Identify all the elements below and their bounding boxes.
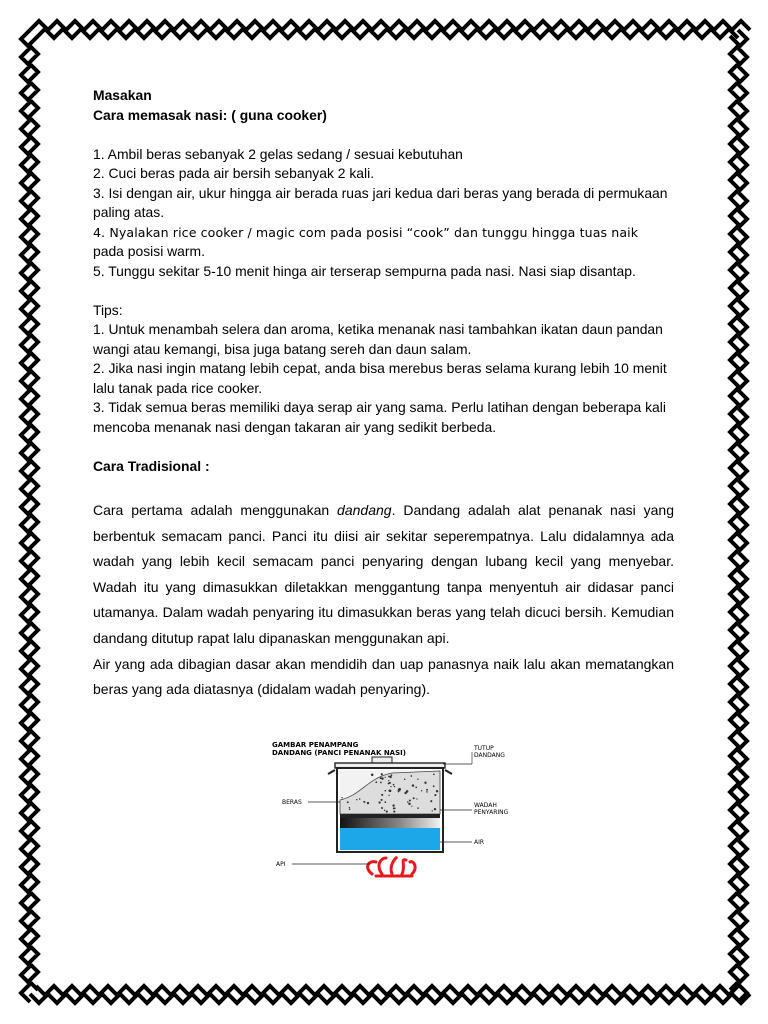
step-4: 4. Nyalakan rice cooker / magic com pada posisi “cook” dan tunggu hingga tuas naik xyxy=(93,224,639,240)
label-tutup: TUTUP xyxy=(474,745,494,752)
page-heading: Masakan xyxy=(93,87,152,103)
traditional-paragraph-1: Cara pertama adalah menggunakan dandang. Dandang adalah alat penanak nasi yang berbentuk semacam panci. Panci itu diisi air sekitar seperempatnya. Lalu didalamnya ada wadah yang lebih kecil semacam panci penyaring dengan lubang kecil yang menyebar. Wadah itu yang dimasukkan diletakkan menggantung tanpa menyentuh air didasar panci utamanya. Dalam wadah penyaring itu dimasukkan beras yang telah dicuci bersih. Kemudian dandang ditutup rapat lalu dipanaskan menggunakan api. xyxy=(93,502,674,646)
label-dandang: DANDANG xyxy=(474,752,505,759)
traditional-paragraph-2: Air yang ada dibagian dasar akan mendidih dan uap panasnya naik lalu akan mematangkan beras yang ada diatasnya (didalam wadah penyaring). xyxy=(93,655,674,698)
fire-flame xyxy=(368,858,415,876)
dandang-italic: dandang xyxy=(337,502,392,518)
tip-1: 1. Untuk menambah selera dan aroma, ketika menanak nasi tambahkan ikatan daun pandan wangi atau kemangi, bisa juga batang sereh dan daun salam. xyxy=(93,321,663,357)
step-1: 1. Ambil beras sebanyak 2 gelas sedang / sesuai kebutuhan xyxy=(93,145,463,162)
label-api: API xyxy=(276,861,286,868)
label-beras: BERAS xyxy=(282,799,302,806)
tips-title: Tips: xyxy=(93,301,123,318)
page-subheading: Cara memasak nasi: ( guna cooker) xyxy=(93,106,327,123)
water-layer xyxy=(340,828,440,850)
figure-title-line-2: DANDANG (PANCI PENANAK NASI) xyxy=(272,749,406,757)
step-5: 5. Tunggu sekitar 5-10 menit hinga air terserap sempurna pada nasi. Nasi siap disantap. xyxy=(93,262,636,279)
label-wadah: WADAH xyxy=(474,802,497,809)
dandang-cross-section-figure xyxy=(272,740,512,878)
lid-knob xyxy=(372,757,392,763)
document-body xyxy=(93,86,674,703)
label-air: AIR xyxy=(474,839,485,846)
steam-gradient xyxy=(340,818,440,828)
label-penyaring: PENYARING xyxy=(474,809,509,816)
strainer-base xyxy=(340,814,440,818)
step-2: 2. Cuci beras pada air bersih sebanyak 2 kali. xyxy=(93,165,375,181)
traditional-title: Cara Tradisional : xyxy=(93,457,210,474)
figure-title-line-1: GAMBAR PENAMPANG xyxy=(272,741,359,749)
tip-3: 3. Tidak semua beras memiliki daya serap air yang sama. Perlu latihan dengan beberapa kali mencoba menanak nasi dengan takaran air yang sedikit berbeda. xyxy=(93,399,666,435)
tip-2: 2. Jika nasi ingin matang lebih cepat, anda bisa merebus beras selama kurang lebih 10 menit lalu tanak pada rice cooker. xyxy=(93,360,667,396)
step-4-continued: pada posisi warm. xyxy=(93,243,205,259)
step-3: 3. Isi dengan air, ukur hingga air berada ruas jari kedua dari beras yang berada di permukaan paling atas. xyxy=(93,184,668,220)
